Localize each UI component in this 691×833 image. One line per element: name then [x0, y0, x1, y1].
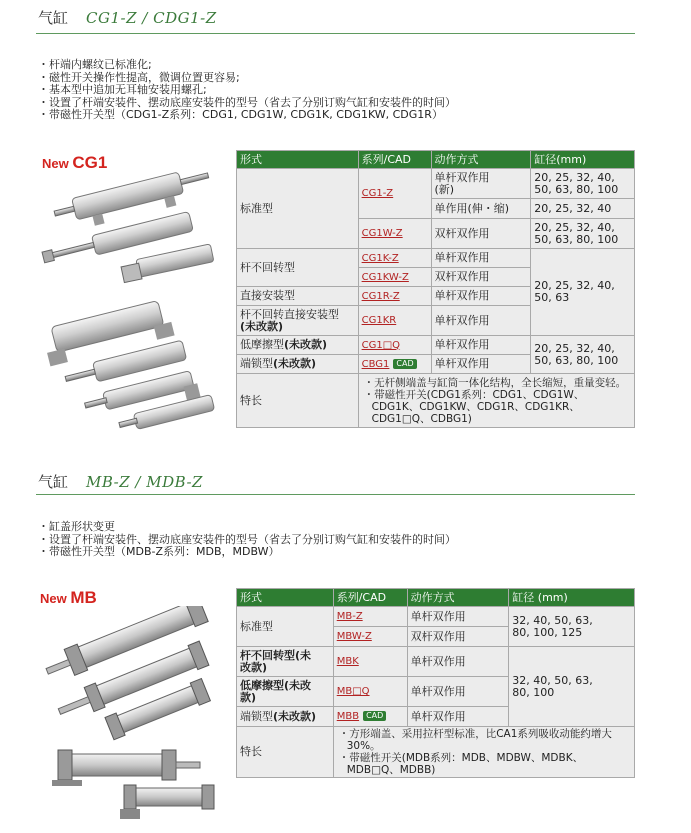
- header-bore: 缸径 (mm): [509, 589, 635, 607]
- bore-value: 20, 25, 32, 40,: [534, 279, 615, 292]
- feature-item: ・带磁性开关(MDB系列：MDB、MDBW、MDBK、MDB□Q、MDBB): [338, 752, 584, 776]
- action-single: 单杆双作用: [434, 170, 490, 184]
- series-link-cg1k[interactable]: CG1K-Z: [361, 252, 399, 264]
- series-link-cg1r[interactable]: CG1R-Z: [361, 290, 400, 302]
- type-non-rotating: 杆不回转型(未: [240, 648, 312, 662]
- series-link-mbb[interactable]: MBB: [336, 711, 360, 722]
- action-single: 单杆双作用: [431, 287, 531, 306]
- series-link-cg1kr[interactable]: CG1KR: [361, 315, 397, 326]
- series-link-cbg1[interactable]: CBG1: [361, 358, 390, 370]
- new-badge-mb: [40, 588, 97, 608]
- type-end-lock: 端锁型: [240, 357, 273, 370]
- bullet-item: ・带磁性开关型（MDB-Z系列：MDB，MDBW）: [38, 545, 280, 558]
- action-double: 双杆双作用: [431, 268, 531, 287]
- bore-value: 20, 25, 32, 40,: [534, 341, 615, 355]
- action-single: 单杆双作用: [407, 607, 509, 627]
- action-single: 单杆双作用: [407, 647, 509, 677]
- type-non-rotating-direct: 杆不回转直接安装型: [240, 307, 339, 321]
- type-unchanged-note: (未改款): [284, 338, 328, 351]
- header-bore: 缸径(mm): [531, 151, 635, 169]
- series-link-cg1w[interactable]: CG1W-Z: [361, 228, 403, 239]
- type-features: 特长: [237, 727, 334, 778]
- badge-model: CG1: [72, 153, 108, 172]
- section1-title: [38, 7, 217, 28]
- new-label: New: [42, 156, 69, 171]
- header-action: 动作方式: [431, 151, 531, 169]
- section2-label: 气缸: [38, 473, 69, 491]
- bullet-item: ・磁性开关操作性提高，微调位置更容易;: [38, 70, 240, 84]
- series-link-mbk[interactable]: MBK: [336, 656, 359, 667]
- action-single: 单杆双作用: [431, 355, 531, 374]
- bore-value: 80, 100: [512, 685, 555, 699]
- bullet-item: ・杆端内螺纹已标准化;: [38, 58, 152, 71]
- bore-value: 32, 40, 50, 63,: [512, 613, 593, 627]
- action-double: 双杆双作用: [431, 219, 531, 249]
- bore-value: 50, 63, 80, 100: [534, 353, 619, 367]
- action-single-acting: 单作用(伸・缩): [431, 199, 531, 219]
- action-single: 单杆双作用: [431, 306, 531, 336]
- series-link-cg1q[interactable]: CG1□Q: [361, 339, 401, 351]
- section1-label: 气缸: [38, 9, 69, 27]
- action-single: 单杆双作用: [407, 707, 509, 727]
- cg1-product-image: [34, 172, 230, 430]
- section2-model: MB-Z / MDB-Z: [86, 473, 203, 491]
- cg1-spec-table: [236, 150, 635, 428]
- new-badge-cg1: [42, 153, 107, 173]
- mb-product-image: [34, 606, 230, 826]
- header-type: 形式: [237, 589, 334, 607]
- header-series: 系列/CAD: [358, 151, 431, 169]
- type-standard: 标准型: [237, 607, 334, 647]
- bore-value: 32, 40, 50, 63,: [512, 673, 593, 687]
- type-unchanged-note: 款): [240, 690, 257, 704]
- section1-divider: [36, 33, 635, 34]
- type-non-rotating: 杆不回转型: [237, 249, 359, 287]
- bullet-item: ・基本型中追加无耳轴安装用螺孔;: [38, 83, 207, 96]
- bore-value: 20, 25, 32, 40,: [534, 220, 615, 234]
- feature-item: ・方形端盖、采用拉杆型标准，比CA1系列吸收动能约增大30%。: [338, 728, 612, 752]
- bullet-item: ・带磁性开关型（CDG1-Z系列：CDG1, CDG1W, CDG1K, CDG1KW, CDG1R）: [38, 108, 443, 121]
- mb-spec-table: [236, 588, 635, 778]
- action-new-note: (新): [434, 182, 455, 196]
- table-header-row: [237, 151, 635, 169]
- section2-bullets: [38, 521, 456, 559]
- type-low-friction: 低摩擦型(未改: [240, 678, 312, 692]
- bullet-item: ・设置了杆端安装件、摆动底座安装件的型号（省去了分别订购气缸和安装件的时间）: [38, 95, 456, 109]
- header-series: 系列/CAD: [333, 589, 407, 607]
- badge-model: MB: [70, 588, 97, 607]
- action-single: 单杆双作用: [431, 249, 531, 268]
- table-header-row: [237, 589, 635, 607]
- type-standard: 标准型: [237, 169, 359, 249]
- series-link-cg1kw[interactable]: CG1KW-Z: [361, 271, 409, 283]
- series-link-mb[interactable]: MB-Z: [336, 611, 363, 622]
- header-action: 动作方式: [407, 589, 509, 607]
- section2-divider: [36, 494, 635, 495]
- bore-value: 50, 63, 80, 100: [534, 232, 619, 246]
- type-unchanged-note: (未改款): [240, 319, 284, 333]
- section1-model: CG1-Z / CDG1-Z: [86, 9, 217, 27]
- section2-title: [38, 471, 203, 492]
- type-unchanged-note: 改款): [240, 660, 268, 674]
- action-single: 单杆双作用: [407, 677, 509, 707]
- bullet-item: ・缸盖形状变更: [38, 520, 115, 533]
- type-unchanged-note: (未改款): [273, 709, 317, 723]
- bore-value: 50, 63: [534, 291, 570, 304]
- feature-item: ・带磁性开关(CDG1系列：CDG1、CDG1W、CDG1K、CDG1KW、CDG1R、CDG1KR、CDG1□Q、CDBG1): [363, 388, 585, 425]
- cad-badge[interactable]: CAD: [393, 359, 416, 369]
- action-double: 双杆双作用: [407, 627, 509, 647]
- type-low-friction: 低摩擦型: [240, 338, 284, 351]
- bore-value: 20, 25, 32, 40: [531, 199, 635, 219]
- type-unchanged-note: (未改款): [273, 357, 317, 370]
- bore-value: 50, 63, 80, 100: [534, 182, 619, 196]
- section1-bullets: [38, 59, 456, 122]
- series-link-mbq[interactable]: MB□Q: [336, 686, 370, 697]
- type-features: 特长: [237, 374, 359, 428]
- feature-item: ・无杆侧端盖与缸筒一体化结构，全长缩短，重量变轻。: [363, 376, 627, 389]
- bullet-item: ・设置了杆端安装件、摆动底座安装件的型号（省去了分别订购气缸和安装件的时间）: [38, 532, 456, 546]
- series-link-cg1[interactable]: CG1-Z: [361, 188, 394, 199]
- header-type: 形式: [237, 151, 359, 169]
- type-direct-mount: 直接安装型: [237, 287, 359, 306]
- action-single: 单杆双作用: [431, 336, 531, 355]
- cad-badge[interactable]: CAD: [363, 711, 386, 721]
- bore-value: 20, 25, 32, 40,: [534, 170, 615, 184]
- series-link-mbw[interactable]: MBW-Z: [336, 631, 372, 642]
- type-end-lock: 端锁型: [240, 709, 273, 723]
- new-label: New: [40, 591, 67, 606]
- bore-value: 80, 100, 125: [512, 625, 583, 639]
